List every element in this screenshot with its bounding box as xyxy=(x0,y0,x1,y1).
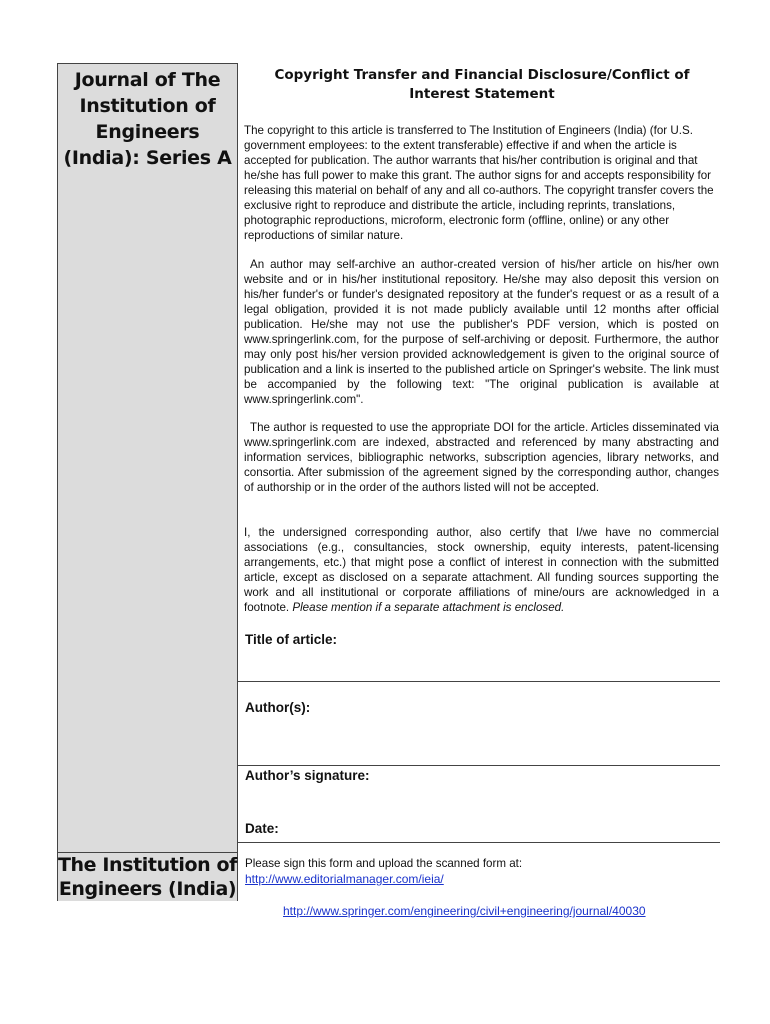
upload-instructions: Please sign this form and upload the scanned form at: xyxy=(245,857,523,870)
sidebar-journal-panel xyxy=(58,64,237,852)
date-field-line[interactable] xyxy=(238,842,720,843)
self-archive-paragraph: An author may self-archive an author-created version of his/her article on his/her own website and or in his/her institutional repository. He/she may also deposit this version on his/her funder's or funder's designated repository at the funder's request or as a result of a legal obligation, provided it is not made publicly available until 12 months after official publication. He/she may not use the publisher's PDF version, which is posted on www.springerlink.com, for the purpose of self-archiving or deposit. Furthermore, the author may only post his/her version provided acknowledgement is given to the original source of publication and a link is inserted to the published article on Springer's website. The link must be accompanied by the following text: "The original publication is available at www.springerlink.com". xyxy=(244,258,719,406)
sidebar-institution-panel xyxy=(58,852,237,901)
attachment-note: Please mention if a separate attachment is enclosed. xyxy=(292,601,565,614)
institution-name: The Institution of Engineers (India) xyxy=(58,854,238,900)
journal-title: Journal of The Institution of Engineers (India): Series A xyxy=(63,69,232,169)
editorial-manager-link[interactable]: http://www.editorialmanager.com/ieia/ xyxy=(245,872,444,886)
authors-label: Author(s): xyxy=(245,700,311,715)
date-label: Date: xyxy=(245,821,279,836)
signature-label: Author’s signature: xyxy=(245,768,370,783)
springer-journal-link[interactable]: http://www.springer.com/engineering/civil+engineering/journal/40030 xyxy=(283,904,646,918)
conflict-text: I, the undersigned corresponding author, also certify that I/we have no commercial associations (e.g., consultancies, stock ownership, equity interests, patent-licensing arrangements, etc.) that might pose a conflict of interest in connection with the submitted article, except as disclosed on a separate attachment. All funding sources supporting the work and all institutional or corporate affiliations of mine/ours are acknowledged in a footnote. xyxy=(244,526,719,614)
sidebar xyxy=(57,63,238,901)
conflict-paragraph xyxy=(244,525,719,615)
authors-field-line[interactable] xyxy=(238,765,720,766)
doi-paragraph: The author is requested to use the appropriate DOI for the article. Articles disseminated via www.springerlink.com are indexed, abstracted and referenced by many abstracting and information services, bibliographic networks, subscription agencies, library networks, and consortia. After submission of the agreement signed by the corresponding author, changes of authorship or in the order of the authors listed will not be accepted. xyxy=(244,421,719,494)
form-title: Copyright Transfer and Financial Disclosure/Conflict of Interest Statement xyxy=(274,67,690,102)
title-field-line[interactable] xyxy=(238,681,720,682)
copyright-paragraph: The copyright to this article is transferred to The Institution of Engineers (India) (for U.S. government employees: to the extent transferable) effective if and when the article is accepted for publication. The author warrants that his/her contribution is original and that he/she has full power to make this grant. The author signs for and accepts responsibility for releasing this material on behalf of any and all co-authors. The copyright transfer covers the exclusive right to reproduce and distribute the article, including reprints, translations, photographic reproductions, microform, electronic form (offline, online) or any other reproductions of similar nature. xyxy=(244,124,714,242)
title-of-article-label: Title of article: xyxy=(245,632,338,647)
